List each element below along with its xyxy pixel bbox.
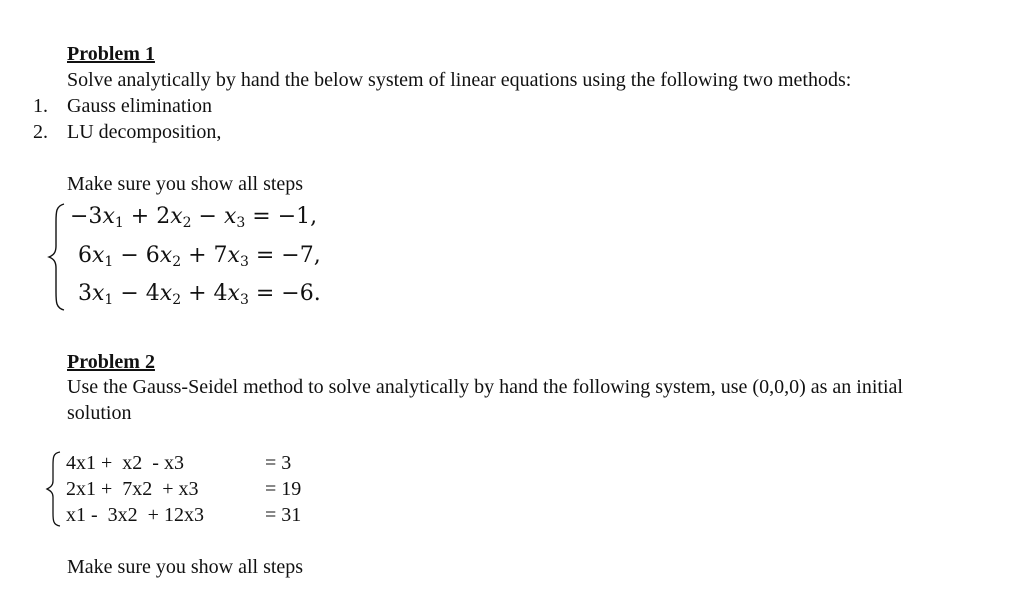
problem2-intro-line2: solution xyxy=(67,402,132,424)
method-1-marker: 1. xyxy=(33,95,48,117)
gs-equation-3-lhs: x1 - 3x2 + 12x3 xyxy=(66,504,204,526)
equation-3: $3x_1 - 4x_2 + 4x_3 = -6$. xyxy=(78,281,321,308)
problem2-note: Make sure you show all steps xyxy=(67,556,304,578)
method-1-label: Gauss elimination xyxy=(67,95,212,117)
gs-equation-2-rhs: = 19 xyxy=(265,478,302,500)
problem1-note: Make sure you show all steps xyxy=(67,173,304,195)
problem2-heading: Problem 2 xyxy=(67,351,155,373)
problem1-intro: Solve analytically by hand the below system of linear equations using the following two methods: xyxy=(67,69,852,91)
gs-equation-1-lhs: 4x1 + x2 - x3 xyxy=(66,452,184,474)
gs-equation-3-rhs: = 31 xyxy=(265,504,302,526)
equation-1: $-3x_1 + 2x_2 - x_3 = -1$, xyxy=(70,204,318,231)
system-brace-2 xyxy=(44,450,64,528)
method-2-label: LU decomposition, xyxy=(67,121,222,143)
problem2-intro-line1: Use the Gauss-Seidel method to solve analytically by hand the following system, use (0,0,0) as an initial xyxy=(67,376,903,398)
method-2-marker: 2. xyxy=(33,121,48,143)
problem1-heading: Problem 1 xyxy=(67,43,155,65)
system-brace-1 xyxy=(46,202,68,312)
equation-2: $6x_1 - 6x_2 + 7x_3 = -7$, xyxy=(78,243,321,270)
gs-equation-1-rhs: = 3 xyxy=(265,452,292,474)
gs-equation-2-lhs: 2x1 + 7x2 + x3 xyxy=(66,478,199,500)
